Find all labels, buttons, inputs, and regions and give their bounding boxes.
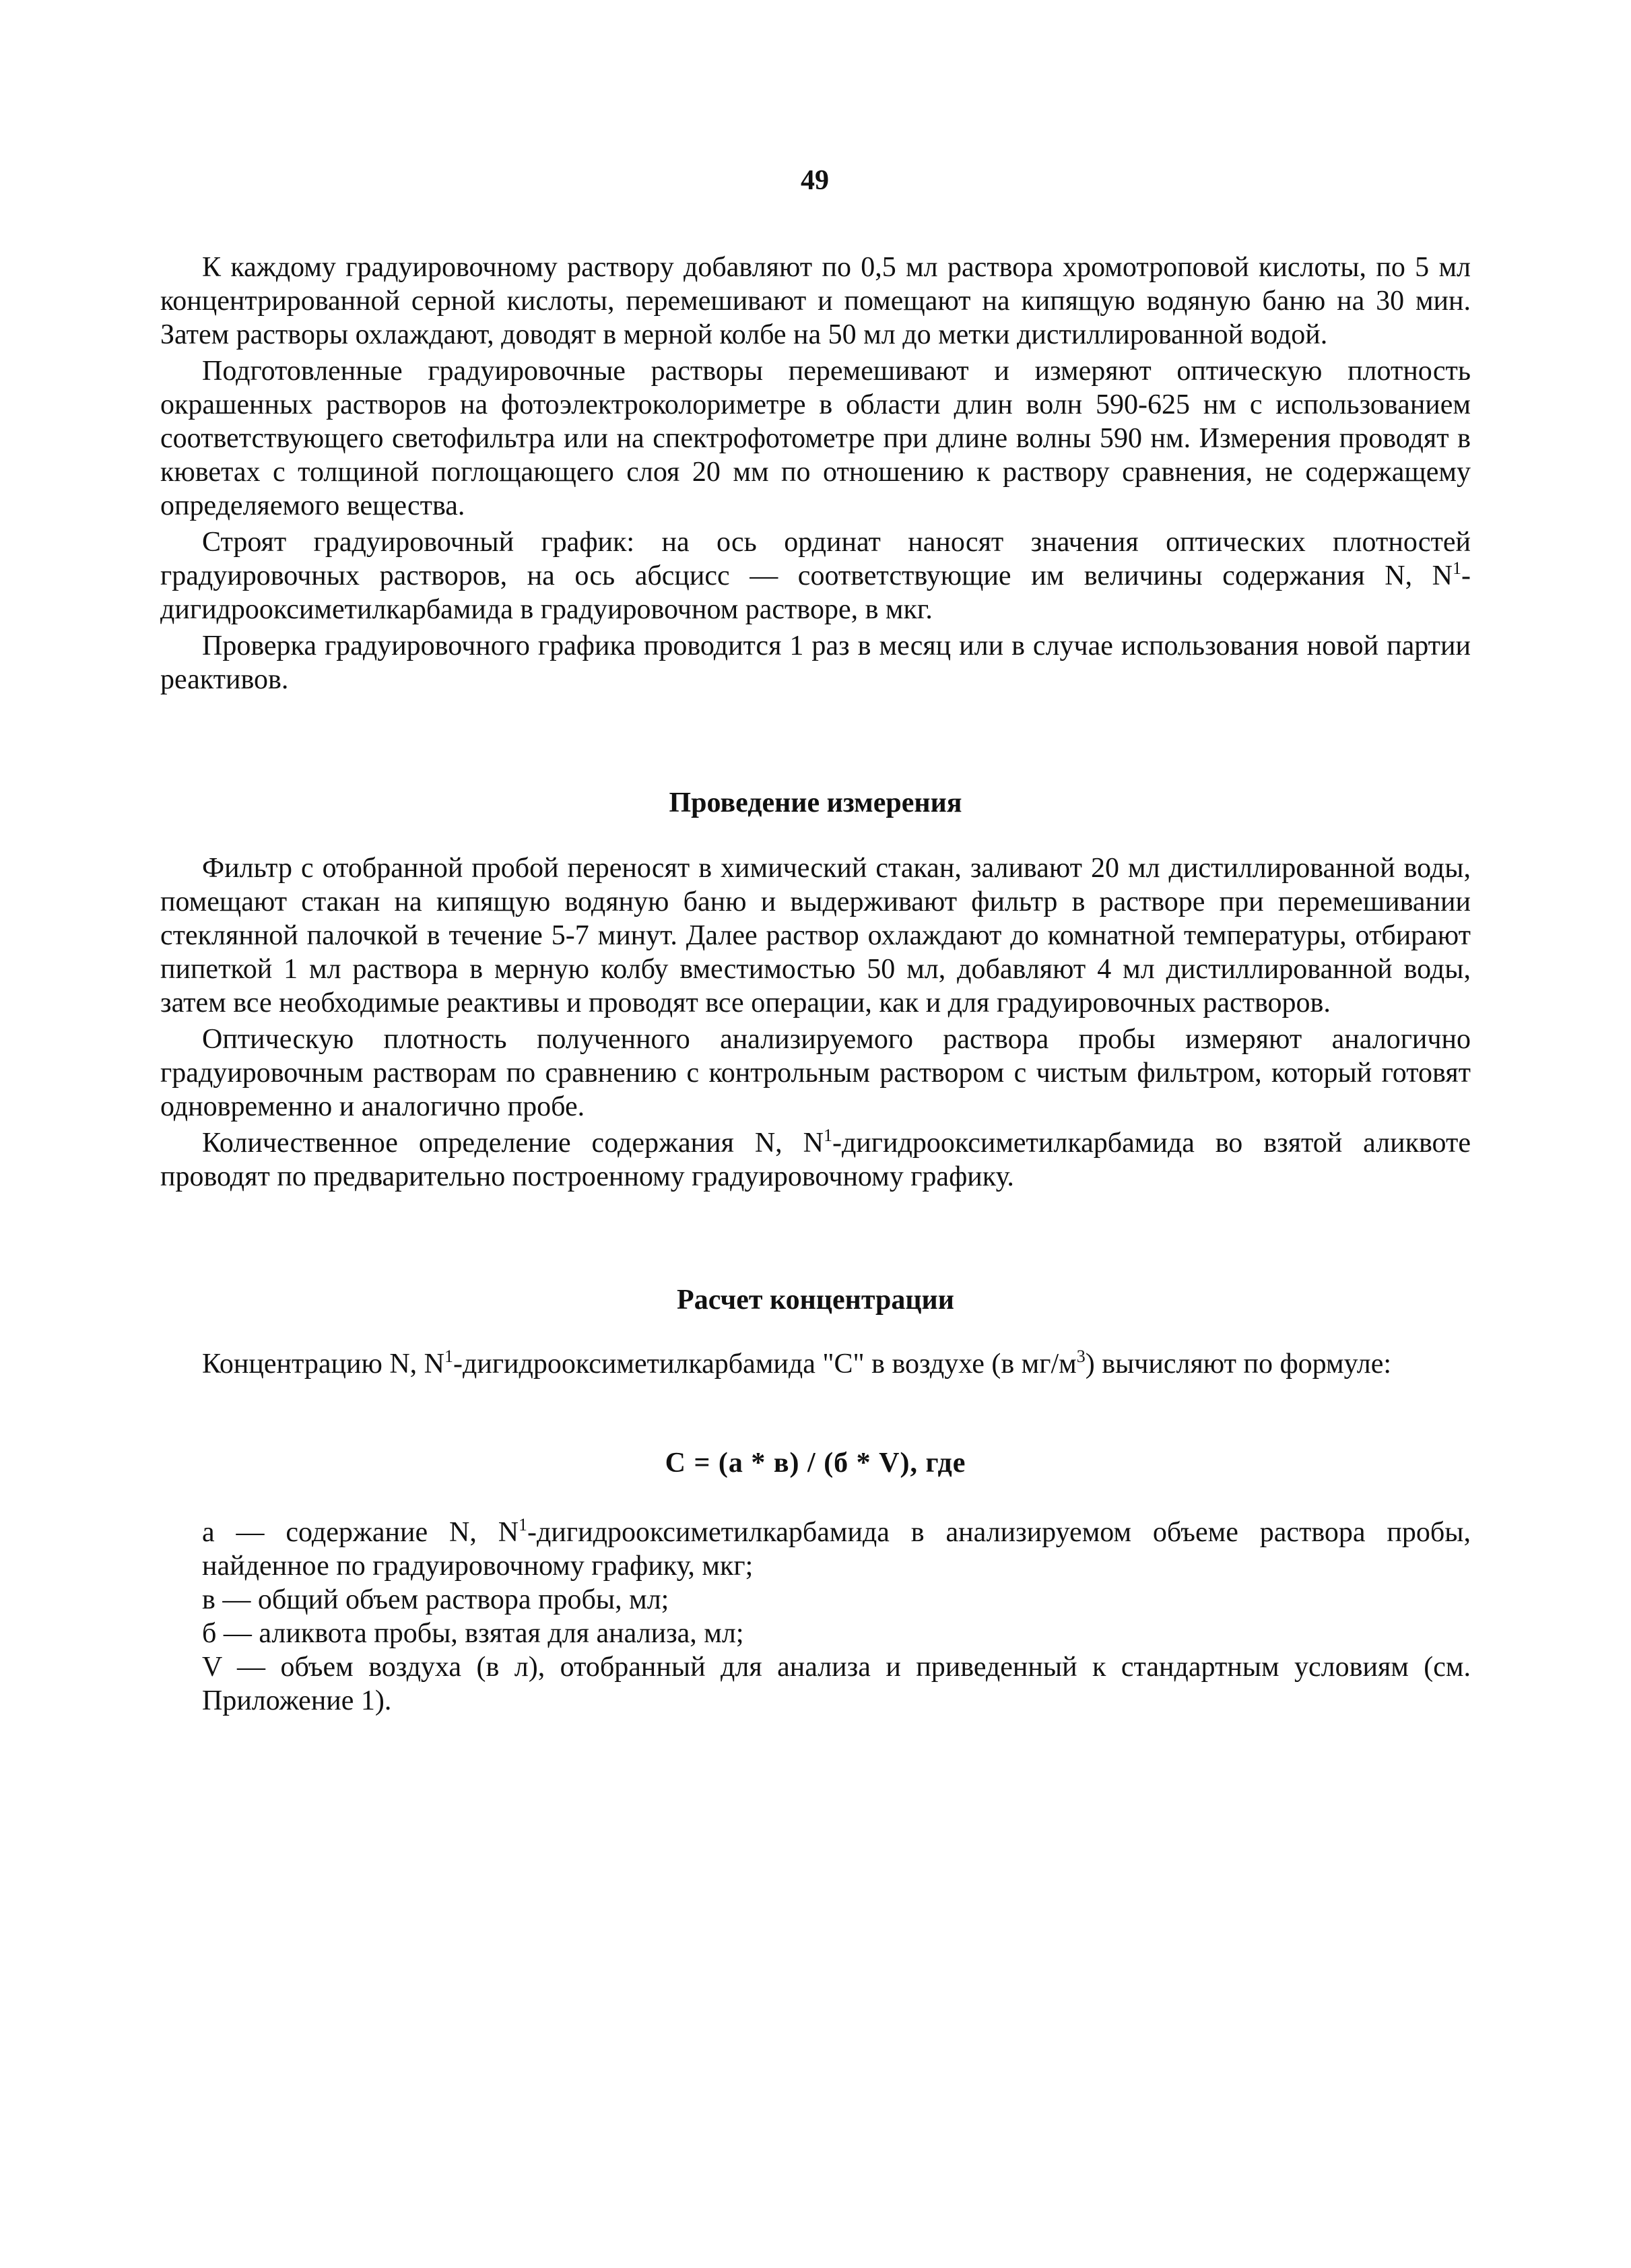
text-run: -дигидрооксиметилкарбамида во взятой аликвоте проводят по предварительно построенному градуировочному графику. [160,1128,1471,1192]
paragraph [160,1126,1471,1194]
section-heading-calculation: Расчет концентрации [677,1285,954,1316]
text-run: -дигидрооксиметилкарбамида "С" в воздухе (в мг/м [453,1349,1077,1380]
paragraph: Подготовленные градуировочные растворы перемешивают и измеряют оптическую плотность окрашенных растворов на фотоэлектроколориметре в области длин волн 590-625 нм с использованием соответствующего светофильтра или на спектрофотометре при длине волны 590 нм. Измерения проводят в кюветах с толщиной поглощающего слоя 20 мм по отношению к раствору сравнения, не содержащему определяемого вещества. [160,356,1471,521]
calibration-section [160,251,1471,696]
definition-b: б — аликвота пробы, взятая для анализа, мл; [202,1618,744,1649]
paragraph: Оптическую плотность полученного анализируемого раствора пробы измеряют аналогично градуировочным растворам по сравнению с контрольным раствором с чистым фильтром, который готовят одновременно и аналогично пробе. [160,1024,1471,1122]
text-run: а — содержание N, N [202,1517,519,1548]
definition-a [160,1516,1471,1583]
section-heading-measurement: Проведение измерения [669,787,962,818]
superscript: 1 [1453,558,1461,578]
paragraph [160,525,1471,626]
text-run: Строят градуировочный график: на ось ординат наносят значения оптических плотностей градуировочных растворов, на ось абсцисс — соответствующие им величины содержания N, N [160,527,1471,591]
superscript: 1 [823,1126,832,1145]
paragraph [160,1347,1471,1381]
text-run: Количественное определение содержания N, N [202,1128,824,1159]
superscript: 1 [519,1515,528,1534]
calculation-intro [160,1347,1471,1381]
paragraph: Проверка градуировочного графика проводится 1 раз в месяц или в случае использования новой партии реактивов. [160,630,1471,695]
superscript: 1 [444,1347,453,1366]
text-run: -дигидрооксиметилкарбамида в градуировочном растворе, в мкг. [160,560,1471,625]
concentration-formula: С = (а * в) / (б * V), где [665,1448,966,1479]
definition-volume: V — объем воздуха (в л), отобранный для анализа и приведенный к стандартным условиям (см. Приложение 1). [202,1652,1471,1716]
definition-v: в — общий объем раствора пробы, мл; [202,1584,669,1615]
paragraph: Фильтр с отобранной пробой переносят в химический стакан, заливают 20 мл дистиллированной воды, помещают стакан на кипящую водяную баню и выдерживают фильтр в растворе при перемешивании стеклянной палочкой в течение 5-7 минут. Далее раствор охлаждают до комнатной температуры, отбирают пипеткой 1 мл раствора в мерную колбу вместимостью 50 мл, добавляют 4 мл дистиллированной воды, затем все необходимые реактивы и проводят все операции, как и для градуировочных растворов. [160,853,1471,1018]
paragraph: К каждому градуировочному раствору добавляют по 0,5 мл раствора хромотроповой кислоты, по 5 мл концентрированной серной кислоты, перемешивают и помещают на кипящую водяную баню на 30 мин. Затем растворы охлаждают, доводят в мерной колбе на 50 мл до метки дистиллированной водой. [160,252,1471,350]
page-number: 49 [801,165,829,196]
superscript: 3 [1076,1347,1086,1366]
formula-definitions [160,1516,1471,1718]
measurement-section [160,851,1471,1194]
text-run: ) вычисляют по формуле: [1085,1349,1392,1380]
text-run: -дигидрооксиметилкарбамида в анализируемом объеме раствора пробы, найденное по градуировочному графику, мкг; [202,1517,1471,1582]
text-run: Концентрацию N, N [202,1349,444,1380]
